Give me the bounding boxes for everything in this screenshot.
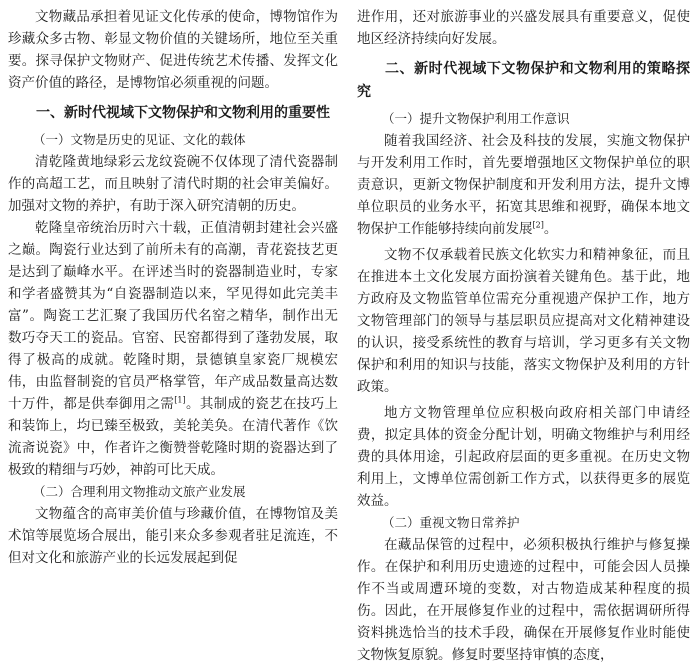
section-1-heading: 一、新时代视域下文物保护和文物利用的重要性 bbox=[36, 105, 330, 121]
paragraph-soft-power: 文物不仅承载着民族文化软实力和精神象征，而且在推进本土文化发展方面扮演着关键角色。基于此，地方政府及文物监管单位需充分重视遗产保护工作，地方文物管理部门的领导与基层职员应提高对文化精神建设的认识，接受系统性的教育与培训，学习更多有关文物保护和利用的知识与技能，落实文物保护及利用的方针政策。 bbox=[357, 247, 690, 395]
subsection-1-2-heading: （二）合理利用文物推动文旅产业发展 bbox=[33, 484, 246, 499]
citation-1: [1] bbox=[174, 395, 186, 405]
paragraph-cultural-tourism: 文物蕴含的高审美价值与珍藏价值，在博物馆及美术馆等展览场合展出，能引来众多参观者驻足流连，不但对文化和旅游产业的长远发展起到促 bbox=[8, 506, 338, 566]
continued-paragraph: 进作用，还对旅游事业的兴盛发展具有重要意义，促使地区经济持续向好发展。 bbox=[357, 9, 690, 47]
subsection-2-2-heading: （二）重视文物日常养护 bbox=[382, 515, 520, 530]
paragraph-text: 。其制成的瓷艺在技巧上和装饰上，均已臻至极致，美轮美奂。在清代著作《饮流斋说瓷》中，作者许之衡赞誉乾隆时期的瓷器达到了极致的精细与巧妙，神韵可比天成。 bbox=[8, 396, 339, 478]
paragraph-daily-maintenance: 在藏品保管的过程中，必须积极执行维护与修复操作。在保护和利用历史遗迹的过程中，可能会因人员操作不当或周遭环境的变数，对古物造成某种程度的损伤。因此，在开展修复作业的过程中，需依据调研所得资料挑选恰当的技术手段，确保在开展修复作业时能使文物恢复原貌。修复时要坚持审慎的态度， bbox=[357, 537, 690, 663]
citation-2: [2] bbox=[532, 220, 544, 230]
paragraph-text: 随着我国经济、社会及科技的发展，实施文物保护与开发利用工作时，首先要增强地区文物保护单位的职责意识，更新文物保护制度和开发利用方法，提升文博单位职员的业务水平，拓宽其思维和视野，确保本地文物保护工作能够持续向前发展 bbox=[357, 133, 690, 237]
section-2-heading: 二、新时代视域下文物保护和文物利用的策略探究 bbox=[357, 61, 690, 100]
paragraph-porcelain-bowl: 清乾隆黄地绿彩云龙纹瓷碗不仅体现了清代瓷器制作的高超工艺，而且映射了清代时期的社会审美偏好。加强对文物的养护，有助于深入研究清朝的历史。 bbox=[8, 154, 338, 214]
left-column bbox=[8, 6, 338, 569]
right-column bbox=[357, 6, 690, 666]
paragraph-text: 乾隆皇帝统治历时六十载，正值清朝封建社会兴盛之巅。陶瓷行业达到了前所未有的高潮，青花瓷技艺更是达到了巅峰水平。在评述当时的瓷器制造业时，专家和学者盛赞其为“自瓷器制造以来，罕见得如此完美丰富”。陶瓷工艺汇聚了我国历代名窑之精华，制作出无数巧夺天工的瓷品。官窑、民窑都得到了蓬勃发展，取得了极高的成就。乾隆时期，景德镇皇家瓷厂规模宏伟，由监督制瓷的官员严格掌管，年产成品数量高达数十万件，都是供奉御用之需 bbox=[8, 220, 338, 412]
subsection-2-1-heading: （一）提升文物保护利用工作意识 bbox=[382, 111, 570, 126]
paragraph-awareness bbox=[357, 130, 690, 240]
paragraph-text: 。 bbox=[543, 221, 558, 237]
intro-paragraph: 文物藏品承担着见证文化传承的使命，博物馆作为珍藏众多古物、彰显文物价值的关键场所，地位至关重要。探寻保护文物财产、促进传统艺术传播、发挥文化资产价值的路径，是博物馆必须重视的问题。 bbox=[8, 9, 338, 91]
subsection-1-1-heading: （一）文物是历史的见证、文化的载体 bbox=[33, 132, 246, 147]
paragraph-funding: 地方文物管理单位应积极向政府相关部门申请经费，拟定具体的资金分配计划，明确文物维护与利用经费的具体用途，引起政府层面的更多重视。在历史文物利用上，文博单位需创新工作方式，以获得更多的展览效益。 bbox=[357, 405, 690, 509]
paragraph-qianlong-porcelain bbox=[8, 217, 338, 481]
